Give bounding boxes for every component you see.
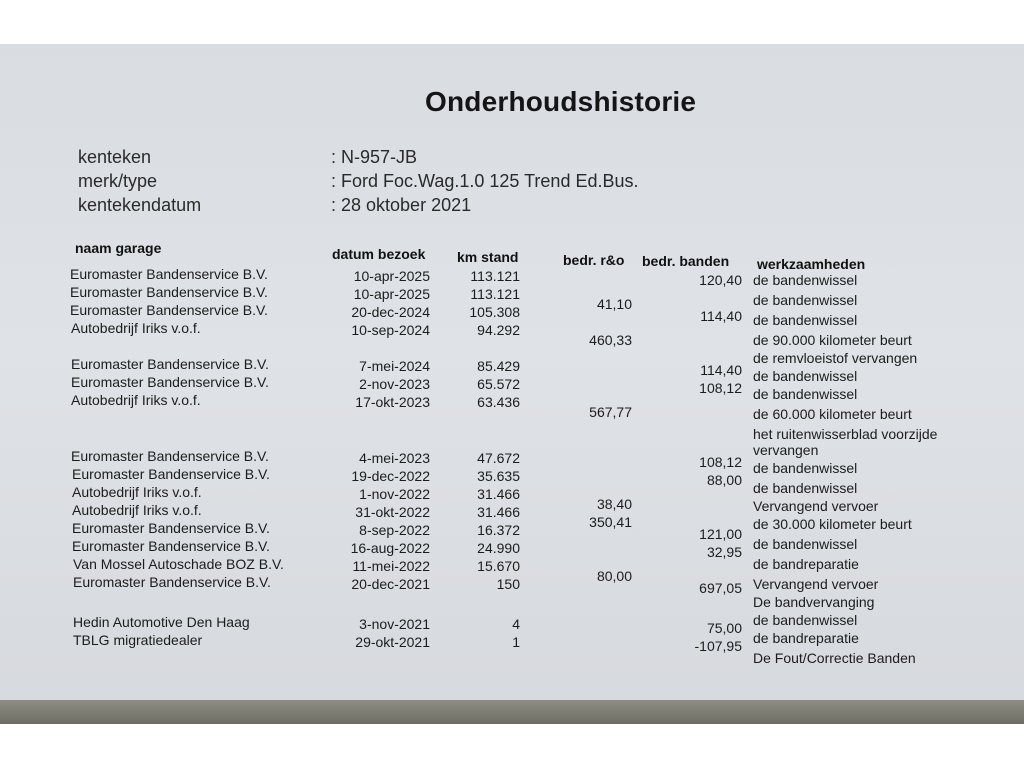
garage-name: Euromaster Bandenservice B.V. xyxy=(72,538,270,554)
work-description: de bandenwissel xyxy=(753,386,858,402)
work-description: de bandenwissel xyxy=(753,460,858,476)
amount-tires: 697,05 xyxy=(699,580,742,596)
paper-shadow-edge xyxy=(0,700,1024,724)
work-description: Vervangend vervoer xyxy=(753,576,879,592)
col-header-date: datum bezoek xyxy=(332,246,426,262)
km-reading: 35.635 xyxy=(477,468,520,484)
km-reading: 65.572 xyxy=(477,376,520,392)
km-reading: 150 xyxy=(496,576,520,592)
work-description: de 60.000 kilometer beurt xyxy=(753,406,912,422)
visit-date: 10-apr-2025 xyxy=(353,286,430,302)
page-title: Onderhoudshistorie xyxy=(425,86,697,117)
km-reading: 113.121 xyxy=(470,268,520,284)
amount-tires: 121,00 xyxy=(699,526,742,542)
amount-tires: 108,12 xyxy=(699,454,742,470)
visit-date: 7-mei-2024 xyxy=(359,358,430,374)
work-description: de bandenwissel xyxy=(753,292,858,308)
garage-name: Autobedrijf Iriks v.o.f. xyxy=(72,502,202,518)
info-label: merk/type xyxy=(78,171,158,191)
garage-name: Euromaster Bandenservice B.V. xyxy=(71,374,269,390)
visit-date: 16-aug-2022 xyxy=(350,540,430,556)
garage-name: Euromaster Bandenservice B.V. xyxy=(71,356,269,372)
amount-tires: 114,40 xyxy=(700,362,742,378)
visit-date: 19-dec-2022 xyxy=(351,468,430,484)
amount-ro: 460,33 xyxy=(589,332,632,348)
garage-name: Euromaster Bandenservice B.V. xyxy=(72,466,270,482)
garage-name: Euromaster Bandenservice B.V. xyxy=(70,284,268,300)
work-description: de bandenwissel xyxy=(753,312,858,328)
amount-ro: 350,41 xyxy=(589,514,632,530)
work-description: de bandreparatie xyxy=(753,556,859,572)
km-reading: 16.372 xyxy=(477,522,520,538)
amount-ro: 38,40 xyxy=(596,496,632,512)
km-reading: 24.990 xyxy=(477,540,520,556)
amount-tires: 114,40 xyxy=(700,308,742,324)
km-reading: 1 xyxy=(512,634,520,650)
visit-date: 8-sep-2022 xyxy=(359,522,430,538)
col-header-work: werkzaamheden xyxy=(757,256,866,272)
photo-border-top xyxy=(0,0,1024,44)
garage-name: TBLG migratiedealer xyxy=(73,632,203,648)
km-reading: 4 xyxy=(512,616,520,632)
work-description: de bandenwissel xyxy=(753,272,858,288)
garage-name: Euromaster Bandenservice B.V. xyxy=(70,266,268,282)
work-description: de bandreparatie xyxy=(753,630,859,646)
km-reading: 105.308 xyxy=(469,304,520,320)
work-description: De bandvervanging xyxy=(753,594,875,610)
garage-name: Van Mossel Autoschade BOZ B.V. xyxy=(73,556,284,572)
amount-tires: -107,95 xyxy=(694,638,742,654)
col-header-ro: bedr. r&o xyxy=(563,252,625,268)
amount-tires: 75,00 xyxy=(706,620,742,636)
garage-name: Autobedrijf Iriks v.o.f. xyxy=(72,484,202,500)
km-reading: 47.672 xyxy=(477,450,520,466)
amount-tires: 120,40 xyxy=(699,272,742,288)
garage-name: Autobedrijf Iriks v.o.f. xyxy=(71,392,201,408)
visit-date: 20-dec-2024 xyxy=(351,304,430,320)
work-description: De Fout/Correctie Banden xyxy=(753,650,916,666)
km-reading: 94.292 xyxy=(477,322,520,338)
visit-date: 20-dec-2021 xyxy=(351,576,430,592)
info-label: kenteken xyxy=(78,147,152,167)
visit-date: 17-okt-2023 xyxy=(355,394,430,410)
visit-date: 3-nov-2021 xyxy=(359,616,430,632)
col-header-km: km stand xyxy=(457,249,519,265)
work-description: de 30.000 kilometer beurt xyxy=(753,516,912,532)
km-reading: 63.436 xyxy=(477,394,520,410)
info-value: : Ford Foc.Wag.1.0 125 Trend Ed.Bus. xyxy=(331,171,639,191)
garage-name: Euromaster Bandenservice B.V. xyxy=(70,302,268,318)
km-reading: 15.670 xyxy=(477,558,520,574)
km-reading: 85.429 xyxy=(477,358,520,374)
garage-name: Hedin Automotive Den Haag xyxy=(73,614,250,630)
amount-ro: 80,00 xyxy=(596,568,632,584)
info-label: kentekendatum xyxy=(78,195,202,215)
visit-date: 10-sep-2024 xyxy=(351,322,430,338)
amount-tires: 32,95 xyxy=(706,544,742,560)
visit-date: 11-mei-2022 xyxy=(352,558,430,574)
garage-name: Euromaster Bandenservice B.V. xyxy=(72,520,270,536)
work-description: de remvloeistof vervangen xyxy=(753,350,918,366)
info-value: : 28 oktober 2021 xyxy=(331,195,472,215)
work-description: de bandenwissel xyxy=(753,612,858,628)
amount-tires: 108,12 xyxy=(699,380,742,396)
work-description: de bandenwissel xyxy=(753,480,858,496)
visit-date: 31-okt-2022 xyxy=(355,504,430,520)
garage-name: Euromaster Bandenservice B.V. xyxy=(73,574,271,590)
work-description: Vervangend vervoer xyxy=(753,498,879,514)
amount-ro: 567,77 xyxy=(589,404,632,420)
garage-name: Euromaster Bandenservice B.V. xyxy=(71,448,269,464)
visit-date: 4-mei-2023 xyxy=(359,450,430,466)
work-description: de 90.000 kilometer beurt xyxy=(753,332,912,348)
col-header-tires: bedr. banden xyxy=(642,253,730,269)
info-value: : N-957-JB xyxy=(331,147,418,167)
work-description: de bandenwissel xyxy=(753,368,858,384)
work-description: de bandenwissel xyxy=(753,536,858,552)
work-description: het ruitenwisserblad voorzijde xyxy=(753,426,938,442)
visit-date: 29-okt-2021 xyxy=(355,634,430,650)
visit-date: 10-apr-2025 xyxy=(353,268,430,284)
visit-date: 2-nov-2023 xyxy=(359,376,430,392)
visit-date: 1-nov-2022 xyxy=(359,486,430,502)
km-reading: 31.466 xyxy=(477,486,520,502)
km-reading: 31.466 xyxy=(477,504,520,520)
work-description: vervangen xyxy=(753,442,819,458)
amount-tires: 88,00 xyxy=(706,472,742,488)
garage-name: Autobedrijf Iriks v.o.f. xyxy=(71,320,201,336)
km-reading: 113.121 xyxy=(470,286,520,302)
col-header-garage: naam garage xyxy=(75,240,162,256)
photo-border-bottom xyxy=(0,724,1024,768)
amount-ro: 41,10 xyxy=(596,296,632,312)
